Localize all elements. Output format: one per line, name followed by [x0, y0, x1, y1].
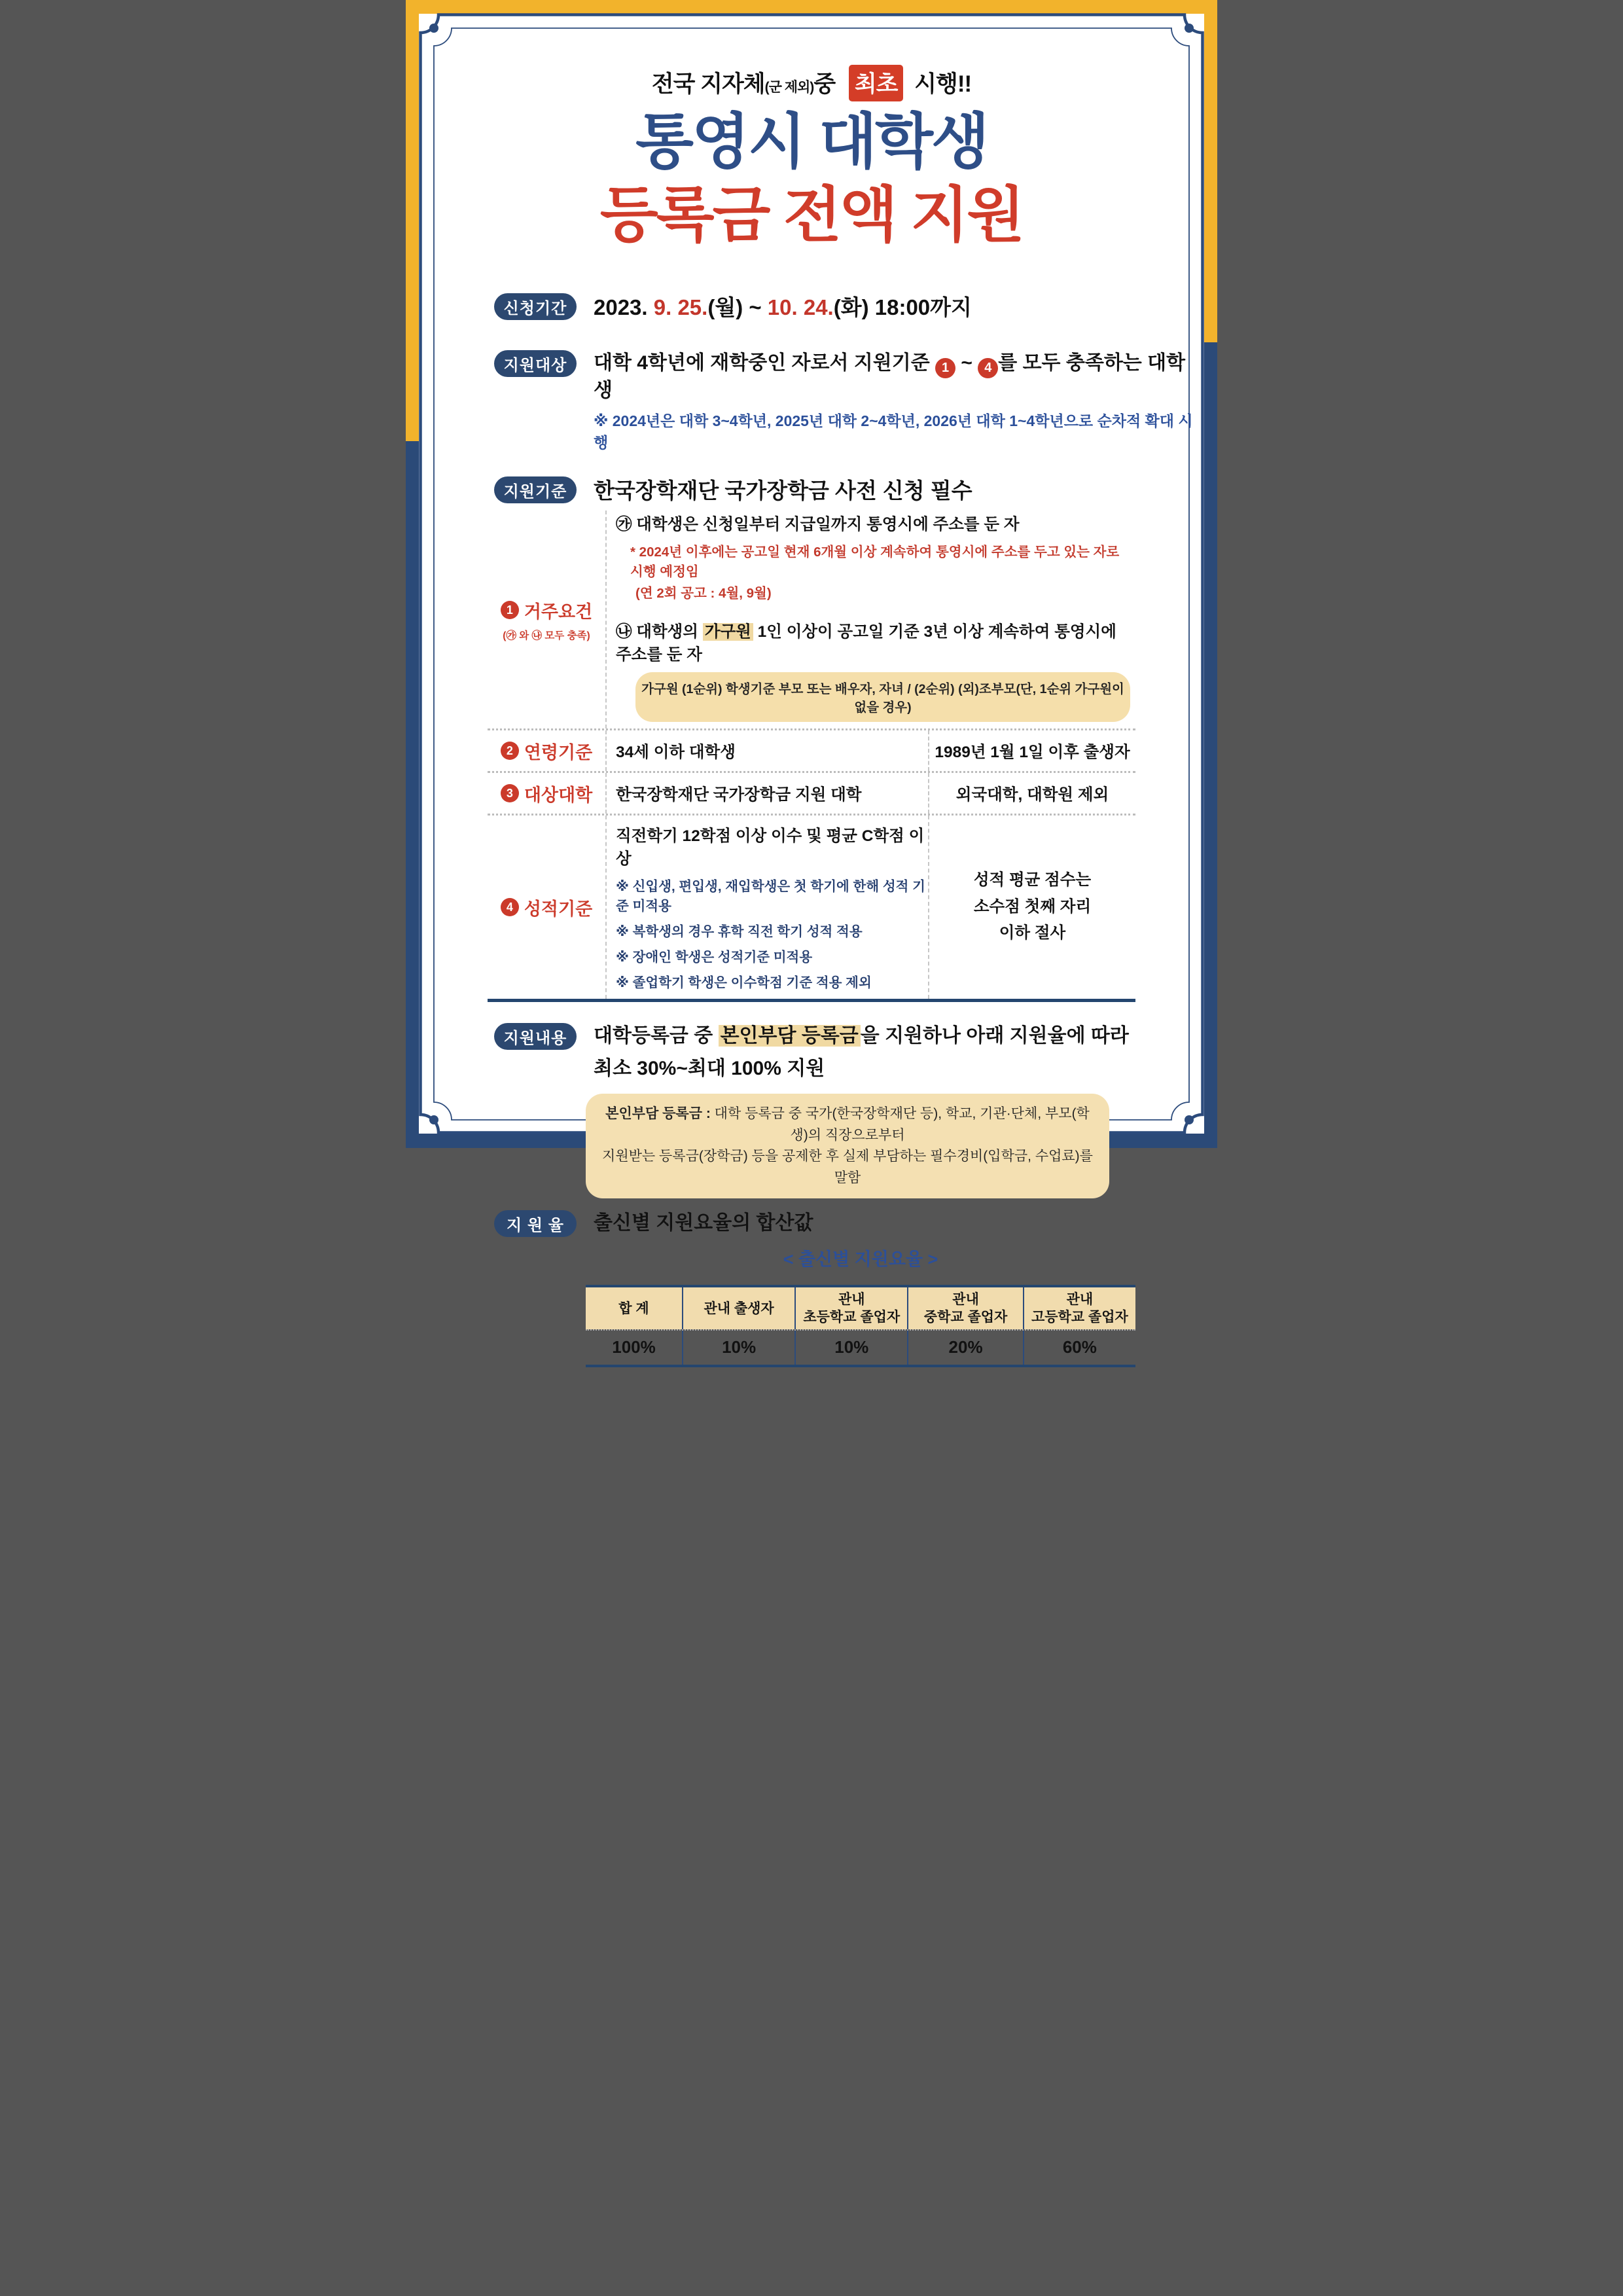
criteria-heading: 한국장학재단 국가장학금 사전 신청 필수 — [594, 478, 972, 503]
header-high — [1023, 1287, 1135, 1329]
circled-number-2-icon: 2 — [501, 742, 519, 760]
residency-label-text: 거주요건 — [524, 601, 593, 622]
circled-number-3-icon: 3 — [501, 784, 519, 802]
grades-note-2: ※ 복학생의 경우 휴학 직전 학기 성적 적용 — [616, 924, 863, 939]
definition-text-1: 대학 등록금 중 국가(한국장학재단 등), 학교, 기관·단체, 부모(학생)의 직장으로부터 — [710, 1106, 1090, 1143]
tagline-suffix: 시행!! — [908, 71, 972, 97]
date-mid: (월) ~ — [707, 295, 768, 319]
value-born-local: 10% — [682, 1331, 794, 1365]
criteria-table-bottom-rule — [488, 999, 1135, 1002]
self-pay-definition-box — [586, 1094, 1109, 1198]
circled-number-4-icon: 4 — [501, 898, 519, 916]
header-high-l2: 고등학교 졸업자 — [1031, 1310, 1128, 1325]
age-detail-cell: 1989년 1월 1일 이후 출생자 — [928, 730, 1135, 771]
support-before: 대학등록금 중 — [594, 1025, 719, 1047]
rate-table-header-row — [586, 1287, 1135, 1329]
age-label-cell — [488, 730, 605, 771]
grades-title: 직전학기 12학점 이상 이수 및 평균 C학점 이상 — [616, 827, 925, 868]
section-support-rate — [494, 1210, 1204, 1237]
table-row-grades — [488, 816, 1135, 999]
section-criteria — [494, 476, 1204, 504]
poster-title-line2: 등록금 전액 지원 — [599, 182, 1024, 249]
capsule-text-2: (외)조부모(단, 1순위 가구원이 없을 경우) — [854, 682, 1124, 715]
date-end: 10. 24. — [767, 295, 834, 319]
capsule-bold-1: 가구원 (1순위) — [641, 682, 722, 696]
rate-table — [586, 1285, 1135, 1367]
table-row-age — [488, 730, 1135, 773]
residency-condition-b — [616, 619, 1135, 665]
residency-red-note-1: * 2024년 이후에는 공고일 현재 6개월 이상 계속하여 통영시에 주소를 두고 있는 자로 시행 예정임 — [630, 545, 1120, 579]
masthead — [419, 14, 1204, 249]
tagline-small: (군 제외) — [764, 80, 814, 95]
criteria-label-pill: 지원기준 — [494, 476, 577, 503]
masthead-tagline — [419, 65, 1204, 101]
capsule-bold-2: (2순위) — [914, 682, 955, 696]
grades-note-3: ※ 장애인 학생은 성적기준 미적용 — [616, 950, 813, 965]
university-label-text: 대상대학 — [524, 785, 593, 805]
tagline-main: 전국 지자체 — [651, 71, 765, 97]
circled-number-1-icon: 1 — [935, 358, 955, 378]
rate-body — [594, 1210, 813, 1236]
poster-title-line1: 통영시 대학생 — [635, 109, 988, 175]
support-line-1 — [594, 1024, 1129, 1049]
header-elementary-l1: 관내 — [838, 1291, 865, 1307]
support-body — [594, 1023, 1129, 1081]
support-label-pill: 지원내용 — [494, 1023, 577, 1050]
value-total: 100% — [612, 1337, 656, 1357]
university-detail-cell: 외국대학, 대학원 제외 — [928, 773, 1135, 814]
residency-red-note-2: (연 2회 공고 : 4월, 9월) — [635, 586, 772, 601]
header-total-l1: 합 계 — [618, 1300, 649, 1316]
grades-label — [501, 895, 592, 920]
target-text — [594, 351, 1204, 403]
period-dates — [594, 294, 972, 321]
condition-b-suffix: 1인 이상이 공고일 기준 3년 이상 계속하여 통영시에 주소를 둔 자 — [616, 623, 1116, 664]
header-total — [586, 1287, 682, 1329]
grades-detail-line-3: 이하 절사 — [999, 924, 1066, 942]
support-after: 을 지원하나 아래 지원율에 따라 — [860, 1025, 1129, 1047]
rate-table-caption: < 출신별 지원요율 > — [783, 1249, 938, 1270]
first-badge: 최초 — [849, 65, 904, 101]
circled-number-1-icon: 1 — [501, 601, 519, 619]
definition-term: 본인부담 등록금 : — [605, 1106, 711, 1121]
residency-condition-a: ㉮ 대학생은 신청일부터 지급일까지 통영시에 주소를 둔 자 — [616, 516, 1020, 533]
poster-content — [419, 14, 1204, 1357]
household-highlight: 가구원 — [703, 623, 753, 641]
household-definition-capsule — [635, 672, 1130, 722]
target-label-pill: 지원대상 — [494, 350, 577, 377]
value-high: 60% — [1023, 1331, 1135, 1365]
grades-label-text: 성적기준 — [524, 899, 593, 919]
header-middle — [907, 1287, 1022, 1329]
date-prefix: 2023. — [594, 295, 654, 319]
age-label-text: 연령기준 — [524, 742, 593, 762]
target-tilde: ~ — [955, 352, 978, 374]
value-middle: 20% — [907, 1331, 1022, 1365]
grades-detail-cell — [928, 816, 1135, 999]
age-criteria-cell: 34세 이하 대학생 — [605, 730, 928, 771]
target-expansion-note: ※ 2024년은 대학 3~4학년, 2025년 대학 2~4학년, 2026년 대학 1~4학년으로 순차적 확대 시행 — [594, 412, 1193, 451]
header-born-l1: 관내 출생자 — [704, 1300, 774, 1316]
residency-content-cell — [605, 511, 1135, 728]
poster-page — [406, 0, 1217, 1357]
rate-table-values-row — [586, 1329, 1135, 1365]
self-pay-highlight: 본인부담 등록금 — [719, 1025, 861, 1047]
residency-label — [501, 598, 592, 623]
date-suffix: (화) 18:00까지 — [833, 295, 972, 319]
target-after: 를 모두 충족하는 대학생 — [594, 352, 1186, 402]
residency-sublabel: (㉮ 와 ㉯ 모두 충족) — [503, 630, 590, 641]
grades-detail-line-1: 성적 평균 점수는 — [973, 871, 1092, 889]
value-elementary: 10% — [794, 1331, 907, 1365]
header-born-local — [682, 1287, 794, 1329]
criteria-body — [594, 476, 972, 504]
section-eligible-target — [494, 350, 1204, 452]
support-line-2: 최소 30%~최대 100% 지원 — [594, 1057, 825, 1079]
grades-detail-line-2: 소수점 첫째 자리 — [973, 897, 1092, 916]
university-label — [501, 781, 592, 806]
grades-note-4: ※ 졸업학기 학생은 이수학점 기준 적용 제외 — [616, 975, 872, 990]
header-middle-l2: 중학교 졸업자 — [923, 1310, 1008, 1325]
criteria-table — [488, 511, 1135, 999]
date-start: 9. 25. — [653, 295, 708, 319]
grades-label-cell — [488, 816, 605, 999]
header-high-l1: 관내 — [1066, 1291, 1094, 1307]
residency-label-cell — [488, 511, 605, 728]
age-label — [501, 738, 592, 764]
capsule-text-1: 학생기준 부모 또는 배우자, 자녀 / — [722, 682, 915, 696]
header-elementary — [794, 1287, 907, 1329]
grades-note-1: ※ 신입생, 편입생, 재입학생은 첫 학기에 한해 성적 기준 미적용 — [616, 879, 925, 914]
tagline-mid: 중 — [813, 71, 841, 97]
period-body — [594, 293, 972, 321]
section-application-period — [494, 293, 1204, 321]
table-row-university — [488, 773, 1135, 816]
grades-criteria-cell — [605, 816, 928, 999]
circled-number-4-icon: 4 — [978, 358, 998, 378]
definition-line-2: 지원받는 등록금(장학금) 등을 공제한 후 실제 부담하는 필수경비(입학금, 수업료)를 말함 — [602, 1149, 1093, 1185]
rate-label-pill: 지 원 율 — [494, 1210, 577, 1237]
header-middle-l1: 관내 — [952, 1291, 979, 1307]
section-support-content — [494, 1023, 1204, 1081]
period-label-pill: 신청기간 — [494, 293, 577, 320]
definition-line-1 — [597, 1103, 1097, 1146]
university-label-cell — [488, 773, 605, 814]
table-row-residency — [488, 511, 1135, 730]
header-elementary-l2: 초등학교 졸업자 — [803, 1310, 901, 1325]
target-body — [594, 350, 1204, 452]
university-criteria-cell: 한국장학재단 국가장학금 지원 대학 — [605, 773, 928, 814]
rate-heading: 출신별 지원요율의 합산값 — [594, 1212, 813, 1234]
target-before: 대학 4학년에 재학중인 자로서 지원기준 — [594, 352, 936, 374]
condition-b-prefix: ㉯ 대학생의 — [616, 623, 703, 641]
